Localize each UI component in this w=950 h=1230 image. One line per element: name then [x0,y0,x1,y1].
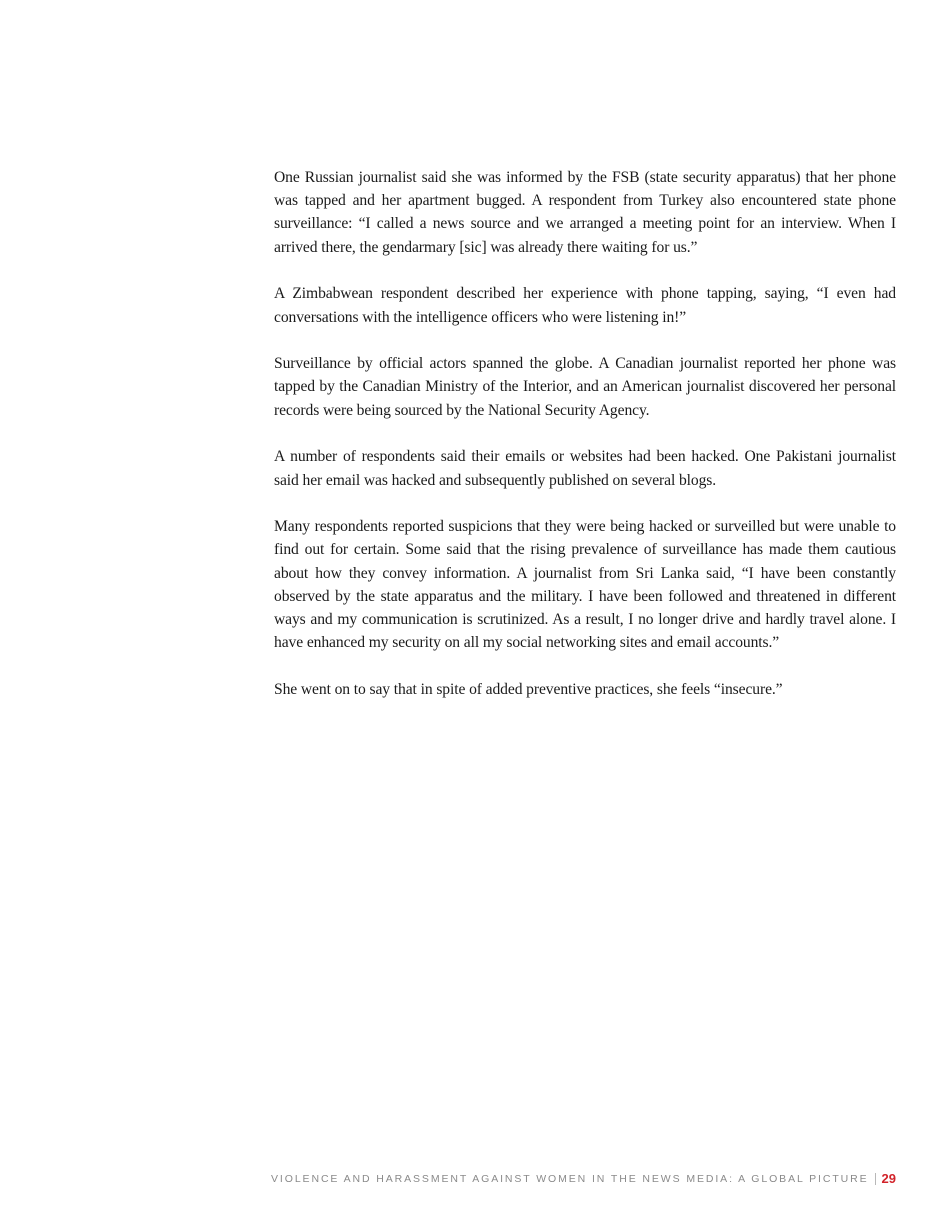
page-number: 29 [881,1171,896,1186]
paragraph-insecure: She went on to say that in spite of added preventive practices, she feels “insecure.” [274,680,783,698]
footer-divider [875,1173,876,1185]
paragraph-canada-usa: Surveillance by official actors spanned the globe. A Canadian journalist reported her phone was tapped by the Canadian Ministry of the Interior, and an American journalist discovered her personal records were being sourced by the National Security Agency. [274,355,896,419]
page-footer [271,1171,896,1186]
paragraph-hacked-emails: A number of respondents said their emails or websites had been hacked. One Pakistani journalist said her email was hacked and subsequently published on several blogs. [274,448,896,489]
paragraph-russia-turkey: One Russian journalist said she was informed by the FSB (state security apparatus) that her phone was tapped and her apartment bugged. A respondent from Turkey also encountered state phone surveillance: “I called a news source and we arranged a meeting point for an interview. When I arrived there, the gendarmary [sic] was already there waiting for us.” [274,169,896,256]
paragraph-sri-lanka: Many respondents reported suspicions that they were being hacked or surveilled but were unable to find out for certain. Some said that the rising prevalence of surveillance has made them cautious about how they convey information. A journalist from Sri Lanka said, “I have been constantly observed by the state apparatus and the military. I have been followed and threatened in different ways and my communication is scrutinized. As a result, I no longer drive and hardly travel alone. I have enhanced my security on all my social networking sites and email accounts.” [274,518,896,652]
footer-title: VIOLENCE AND HARASSMENT AGAINST WOMEN IN THE NEWS MEDIA: A GLOBAL PICTURE [271,1172,869,1185]
paragraph-zimbabwe: A Zimbabwean respondent described her experience with phone tapping, saying, “I even had conversations with the intelligence officers who were listening in!” [274,285,896,326]
article-body [274,166,896,725]
